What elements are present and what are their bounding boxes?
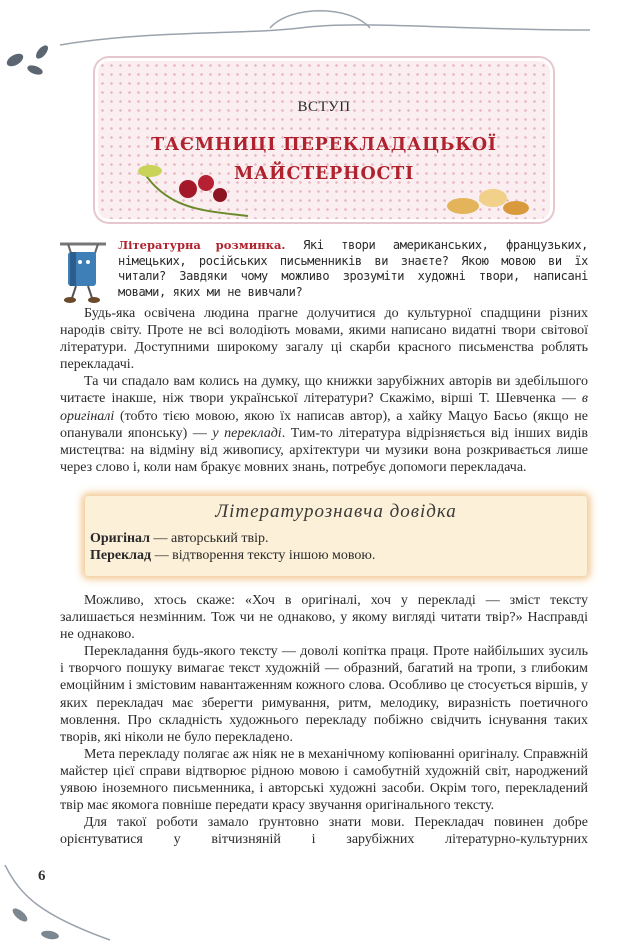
text-span: Та чи спадало вам колись на думку, що книжки зарубіжних авторів ви здебільшого читаєте інакше, ніж твори української літератури? Скажімо, вірші Т. Шевченка —	[60, 374, 588, 407]
reference-item	[90, 548, 375, 564]
reference-item	[90, 531, 268, 547]
text-span: (тобто тією мовою, якою їх написав автор), а хайку Мацуо Басьо (якщо не опанували японську) —	[60, 408, 588, 441]
literary-reference-box	[85, 496, 587, 576]
paragraph	[60, 373, 588, 476]
paragraph: Будь-яка освічена людина прагне долучитися до культурної спадщини різних народів світу. Проте не всі володіють мовами, якими написано видатні твори світової літератури. Доступними широкому загалу ці скарби красного письменства роблять перекладачі.	[60, 306, 588, 373]
section-label: ВСТУП	[297, 99, 351, 115]
title-line-1: ТАЄМНИЦІ ПЕРЕКЛАДАЦЬКОЇ	[151, 135, 497, 155]
paragraph: Перекладання будь-якого тексту — доволі копітка праця. Проте найбільших зусиль і творчого пошуку вимагає текст художній — образний, багатий на тропи, з глибоким емоційним і змістовим навантаженням кожного слова. Особливо це стосується віршів, у яких перекладач має зберегти римування, ритм, мелодику, виразність поетичного мовлення. Про складність художнього перекладу побіжно свідчить існування таких творів, які ніколи не було перекладено.	[60, 644, 588, 745]
flower-decoration-icon	[138, 151, 258, 221]
chapter-banner	[95, 58, 553, 222]
title-line-2: МАЙСТЕРНОСТІ	[233, 164, 415, 184]
term: Оригінал	[90, 530, 151, 546]
book-character-icon	[58, 238, 108, 304]
paragraph: Можливо, хтось скаже: «Хоч в оригіналі, хоч у перекладі — зміст тексту залишається незмінним. Тож чи не однаково, у якому вигляді читати твір?» Насправді не однаково.	[60, 592, 588, 643]
page-content	[60, 305, 588, 848]
emphasis-translation: у перекладі	[212, 425, 282, 441]
reference-title: Літературознавча довідка	[215, 500, 457, 522]
intro-text	[60, 305, 588, 476]
warmup-text: Які твори американських, французьких, німецьких, російських письменників ви знаєте? Якою мовою ви їх читали? Завдяки чому можливо зрозуміти художні твори, написані мовами, яких ми не вивчали?	[118, 238, 589, 299]
page-number: 6	[38, 868, 46, 884]
definition: — авторський твір.	[150, 530, 269, 546]
cookies-decoration-icon	[438, 176, 538, 221]
text-span: . Тим-то література відрізняється від інших видів мистецтва: на відміну від живопису, архітектури чи музики вона розкривається лише через слово і, коли нам бракує мовних знань, потребує допомоги перекладача.	[60, 425, 589, 475]
paragraph: Для такої роботи замало ґрунтовно знати мови. Перекладач повинен добре орієнтуватися у вітчизняній і зарубіжних літературно-культурних	[60, 815, 588, 848]
definition: — відтворення тексту іншою мовою.	[151, 547, 376, 563]
term: Переклад	[90, 547, 152, 563]
warmup-label: Літературна розминка.	[118, 238, 286, 252]
warmup-question	[118, 238, 588, 300]
main-text	[60, 592, 588, 848]
floral-ornament-bottom-icon	[0, 855, 130, 945]
emphasis-original: в оригіналі	[60, 391, 588, 424]
paragraph: Мета перекладу полягає аж ніяк не в механічному копіюванні оригіналу. Справжній майстер цієї справи відтворює рідною мовою і самобутній художній світ, народжений уявою іноземного письменника, і авторські художні засоби. Окрім того, перекладений твір має якомога повніше передати красу звучання оригінального тексту.	[60, 746, 588, 814]
